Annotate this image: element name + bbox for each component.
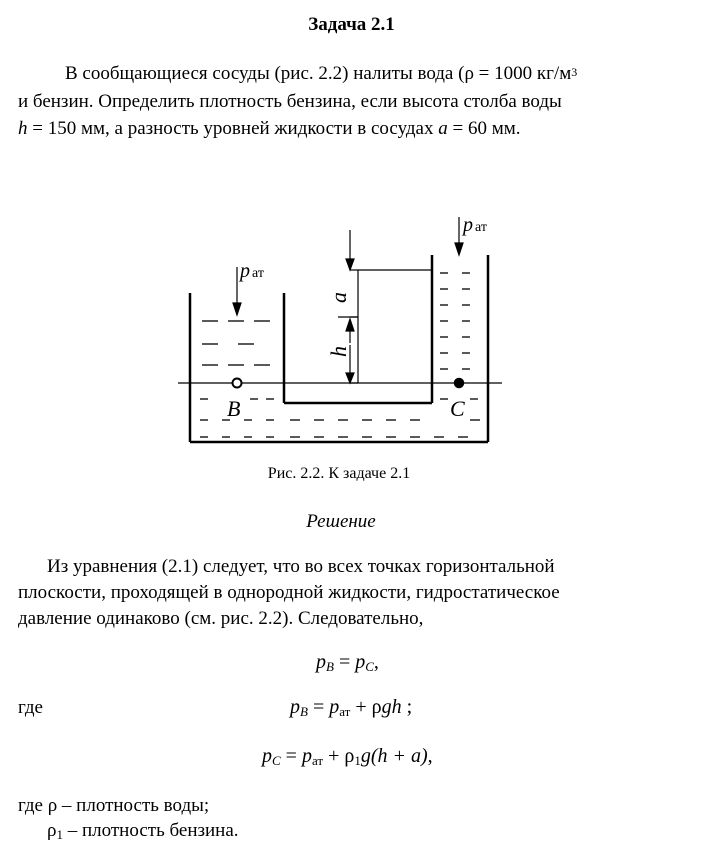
point-B-marker [233,379,242,388]
equation-pB-equals-pC: $p_B = p_C$, [316,651,379,674]
arrow-patm-left [233,303,241,315]
arrow-h-down [346,373,354,383]
var-h: h [18,118,28,139]
label-patm-left-sub: ат [252,266,264,281]
solution-line-2: плоскости, проходящей в однородной жидкости, гидростатическое [18,582,560,603]
label-patm-right-sub: ат [475,220,487,235]
arrow-a-down [346,259,354,270]
arrow-h-up [346,319,354,331]
problem-title: Задача 2.1 [308,14,395,35]
problem-line-3-mid: = 150 мм, а разность уровней жидкости в сосудах [27,118,439,139]
label-B: B [227,396,241,421]
problem-line-1-text: В сообщающиеся сосуды (рис. 2.2) налиты вода (ρ = 1000 кг/м [65,63,572,84]
label-C: C [450,396,465,421]
equation-pB: $p_B = p_{ат} + \rho gh$ ; [290,696,413,719]
solution-line-1: Из уравнения (2.1) следует, что во всех точках горизонтальной [47,556,555,577]
arrow-patm-right [455,243,463,255]
definition-rho: где ρ – плотность воды; [18,795,210,816]
label-patm-left: p [240,260,250,282]
problem-line-3-post: = 60 мм. [447,118,521,139]
label-h: h [326,346,351,357]
definition-rho1: $\rho_1$ – плотность бензина. [47,820,239,842]
communicating-vessels-figure [170,205,510,450]
problem-line-2: и бензин. Определить плотность бензина, если высота столба воды [18,91,562,112]
point-C-marker [455,379,464,388]
label-patm-right: p [463,214,473,236]
var-a: a [438,118,448,139]
figure-caption: Рис. 2.2. К задаче 2.1 [267,465,411,482]
solution-line-3: давление одинаково (см. рис. 2.2). Следовательно, [18,608,424,629]
solution-heading: Решение [306,511,376,532]
problem-line-1 [65,63,577,85]
problem-line-3 [18,118,521,140]
label-a: a [326,292,351,303]
problem-line-1-sup: 3 [571,65,578,79]
equation-pC: $p_C = p_{ат} + \rho_1g(h + a)$, [262,745,433,768]
where-label: где [18,697,43,718]
